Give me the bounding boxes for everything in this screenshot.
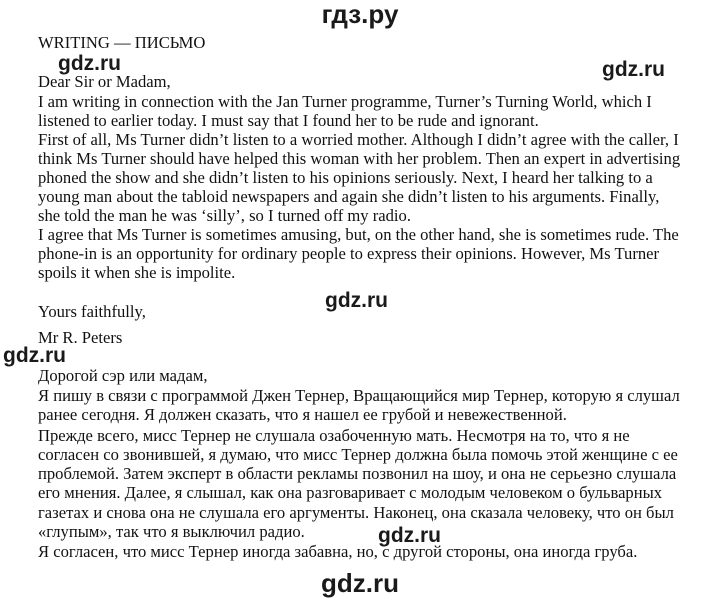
watermark: gdz.ru bbox=[325, 289, 388, 312]
translation-greeting: Дорогой сэр или мадам, bbox=[38, 366, 208, 385]
translation-line: ранее сегодня. Я должен сказать, что я нашел ее грубой и невежественной. bbox=[38, 405, 567, 424]
letter-line: young man about the tabloid newspapers and again she didn’t listen to his arguments. Finally, bbox=[38, 187, 660, 206]
translation-line: Прежде всего, мисс Тернер не слушала озабоченную мать. Несмотря на то, что я не bbox=[38, 426, 630, 445]
letter-line: think Ms Turner should have helped this woman with her problem. Then an expert in advertising bbox=[38, 149, 681, 168]
letter-line: listened to earlier today. I must say that I found her to be rude and ignorant. bbox=[38, 111, 539, 130]
watermark: gdz.ru bbox=[378, 524, 441, 547]
translation-line: «глупым», так что я выключил радио. bbox=[38, 522, 305, 541]
watermark-top: гдз.ру bbox=[321, 0, 399, 29]
translation-line: проблемой. Затем эксперт в области рекламы позвонил на шоу, и она не серьезно слушала bbox=[38, 464, 677, 483]
translation-line: его мнения. Далее, я слышал, как она разговаривает с молодым человеком о бульварных bbox=[38, 483, 663, 502]
letter-greeting: Dear Sir or Madam, bbox=[38, 72, 171, 91]
letter-line: phoned the show and she didn’t listen to his opinions seriously. Next, I heard her talking to a bbox=[38, 168, 653, 187]
translation-line: Я согласен, что мисс Тернер иногда забавна, но, с другой стороны, она иногда груба. bbox=[38, 542, 638, 561]
translation-line: согласен со звонившей, я думаю, что мисс Тернер должна была помочь этой женщине с ее bbox=[38, 445, 678, 464]
letter-signature: Mr R. Peters bbox=[38, 328, 123, 347]
watermark-bottom: gdz.ru bbox=[321, 568, 399, 598]
letter-line: I am writing in connection with the Jan Turner programme, Turner’s Turning World, which I bbox=[38, 92, 652, 111]
watermark: gdz.ru bbox=[602, 58, 665, 81]
letter-closing: Yours faithfully, bbox=[38, 302, 146, 321]
watermark: gdz.ru bbox=[58, 52, 121, 75]
letter-line: I agree that Ms Turner is sometimes amusing, but, on the other hand, she is sometimes rude. The bbox=[38, 225, 679, 244]
letter-line: First of all, Ms Turner didn’t listen to a worried mother. Although I didn’t agree with the caller, I bbox=[38, 130, 679, 149]
document-heading: WRITING — ПИСЬМО bbox=[38, 33, 206, 52]
watermark: gdz.ru bbox=[3, 344, 66, 367]
letter-line: phone-in is an opportunity for ordinary people to express their opinions. However, Ms Turner bbox=[38, 244, 660, 263]
translation-line: Я пишу в связи с программой Джен Тернер, Вращающийся мир Тернер, которую я слушал bbox=[38, 386, 680, 405]
translation-line: газетах и снова она не слушала его аргументы. Наконец, она сказала человеку, что он был bbox=[38, 503, 674, 522]
letter-line: she told the man he was ‘silly’, so I turned off my radio. bbox=[38, 206, 411, 225]
letter-line: spoils it when she is impolite. bbox=[38, 263, 236, 282]
